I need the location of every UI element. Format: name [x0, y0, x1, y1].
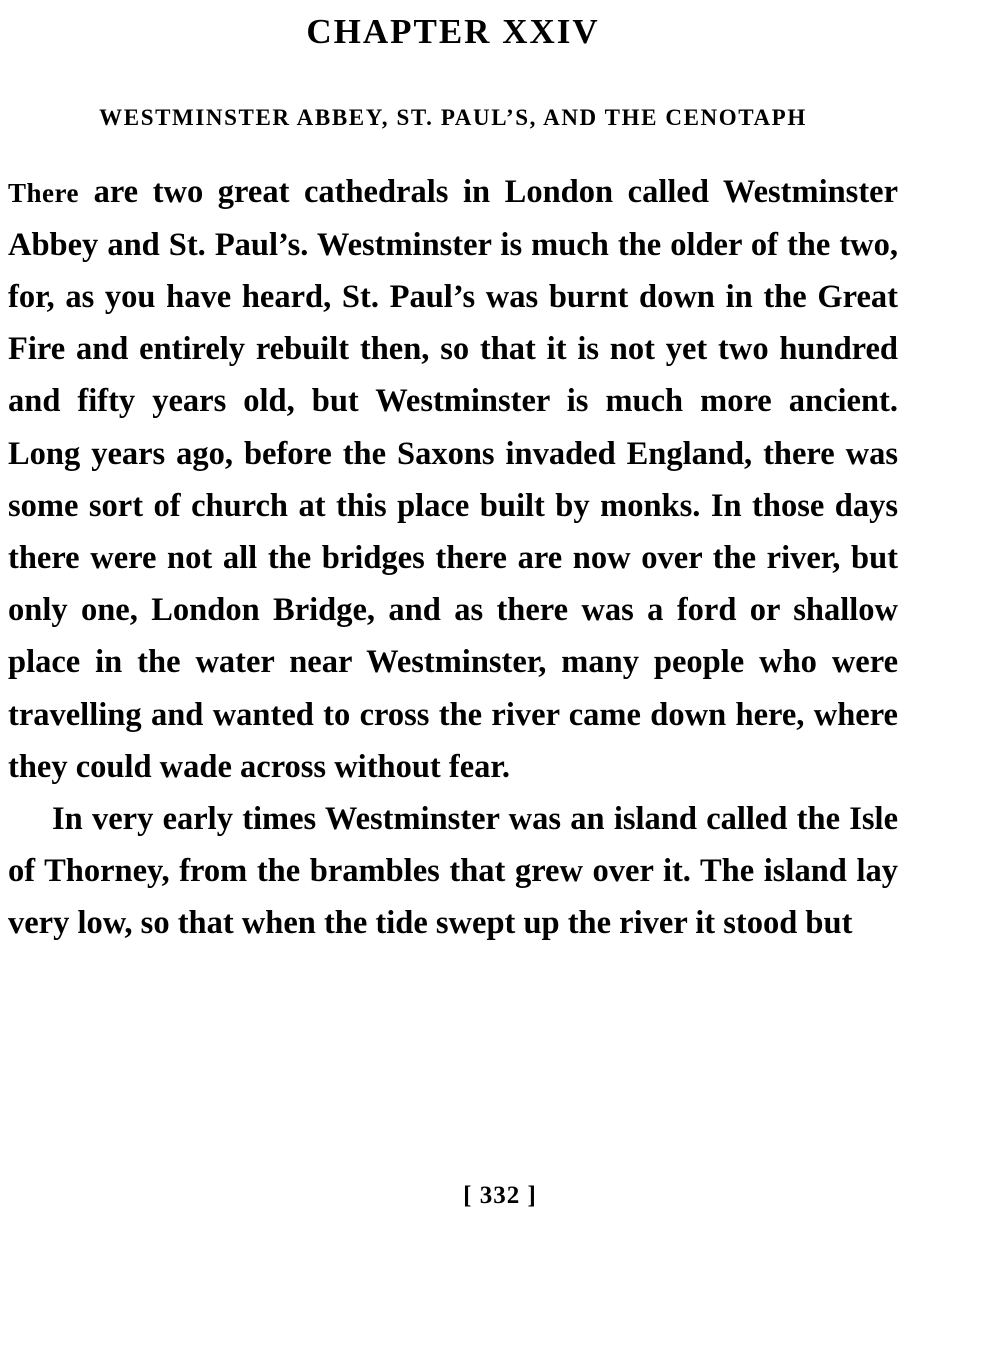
- page-number: [ 332 ]: [463, 1182, 537, 1209]
- paragraph-2-text: In very early times Westminster was an island called the Isle of Thorney, from the brambles that grew over it. The island lay very low, so that when the tide swept up the river it stood but: [8, 801, 898, 942]
- paragraph-1: [8, 166, 898, 793]
- page-content: [8, 0, 898, 950]
- paragraph-lead-words: There: [8, 177, 79, 208]
- chapter-subtitle: WESTMINSTER ABBEY, ST. PAUL’S, AND THE CENOTAPH: [99, 105, 807, 130]
- body-text: [8, 166, 898, 950]
- paragraph-1-text: are two great cathedrals in London called Westminster Abbey and St. Paul’s. Westminster is much the older of the two, for, as you have heard, St. Paul’s was burnt down in the Great Fire and entirely rebuilt then, so that it is not yet two hundred and fifty years old, but Westminster is much more ancient. Long years ago, before the Saxons invaded England, there was some sort of church at this place built by monks. In those days there were not all the bridges there are now over the river, but only one, London Bridge, and as there was a ford or shallow place in the water near Westminster, many people who were travelling and wanted to cross the river came down here, where they could wade across without fear.: [8, 173, 898, 785]
- paragraph-2: [8, 793, 898, 950]
- chapter-title: CHAPTER XXIV: [306, 12, 600, 51]
